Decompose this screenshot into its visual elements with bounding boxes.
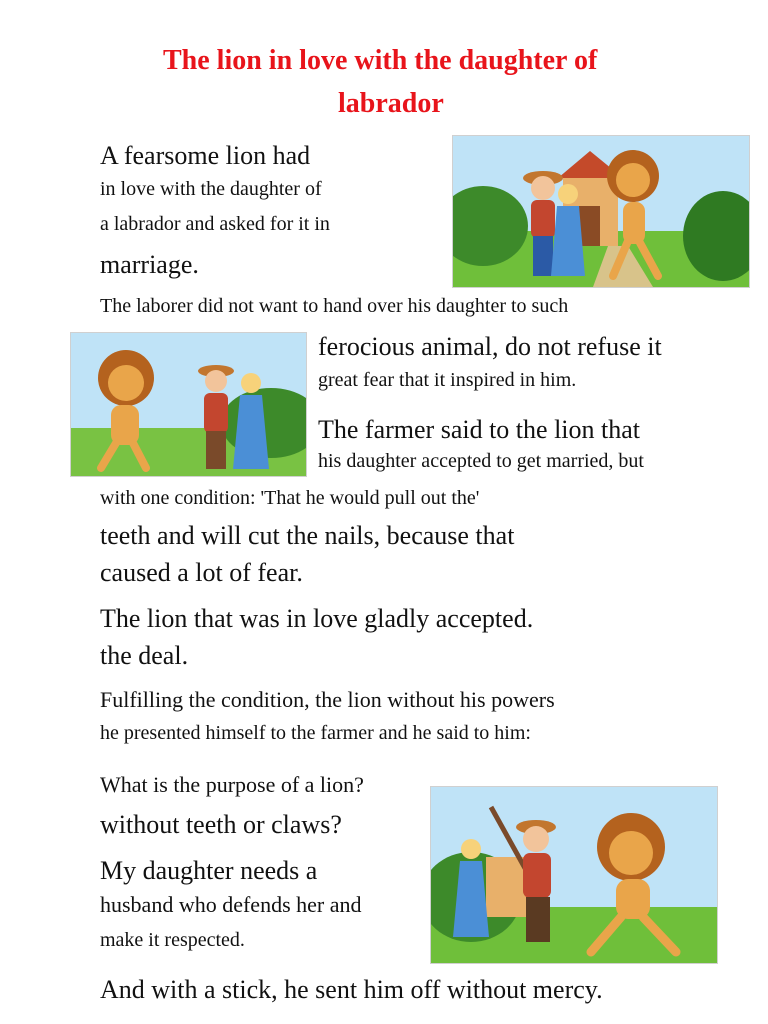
- story-text: marriage.: [100, 250, 199, 279]
- page-title-line-2: labrador: [338, 88, 444, 119]
- illustration-farmer-refuses: [70, 332, 307, 477]
- story-text: great fear that it inspired in him.: [318, 369, 577, 391]
- story-text: the deal.: [100, 641, 189, 670]
- story-text: his daughter accepted to get married, but: [318, 450, 644, 472]
- story-text: with one condition: 'That he would pull out the': [100, 487, 480, 509]
- story-text: Fulfilling the condition, the lion without his powers: [100, 687, 555, 712]
- story-text: caused a lot of fear.: [100, 558, 303, 587]
- story-text: he presented himself to the farmer and he said to him:: [100, 722, 531, 744]
- story-text: teeth and will cut the nails, because that: [100, 521, 515, 550]
- story-text: husband who defends her and: [100, 892, 362, 917]
- illustration-lion-chased-away: [430, 786, 718, 964]
- story-text: without teeth or claws?: [100, 810, 342, 839]
- story-text: What is the purpose of a lion?: [100, 772, 364, 797]
- story-text: make it respected.: [100, 929, 245, 951]
- story-text: a labrador and asked for it in: [100, 213, 330, 235]
- story-text: My daughter needs a: [100, 856, 318, 885]
- illustration-lion-proposal: [452, 135, 750, 288]
- story-text: The farmer said to the lion that: [318, 415, 641, 444]
- story-text: The laborer did not want to hand over his daughter to such: [100, 295, 569, 317]
- story-text: A fearsome lion had: [100, 141, 311, 170]
- story-text: in love with the daughter of: [100, 178, 322, 200]
- story-text: The lion that was in love gladly accepted.: [100, 604, 534, 633]
- story-text: And with a stick, he sent him off without mercy.: [100, 975, 603, 1004]
- page-title-line-1: The lion in love with the daughter of: [163, 45, 598, 76]
- story-text: ferocious animal, do not refuse it: [318, 332, 662, 361]
